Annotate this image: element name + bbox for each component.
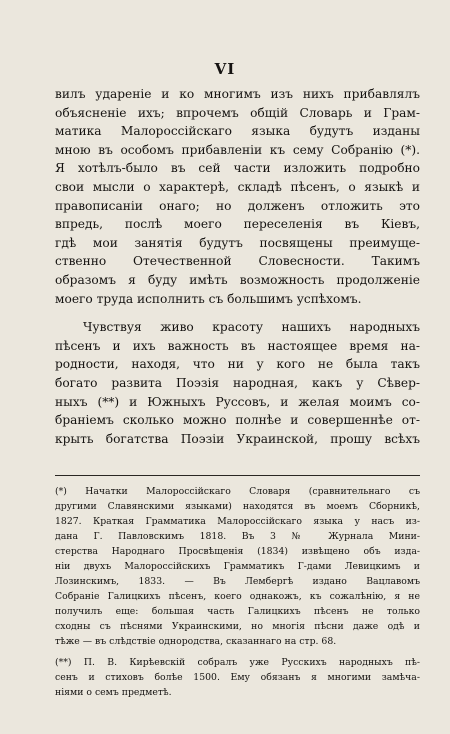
text-line: Я хотѣлъ-было въ сей части изложить подробно <box>55 161 420 176</box>
text-line: объясненіе ихъ; впрочемъ общій Словарь и Грам- <box>55 105 420 120</box>
text-line: гдѣ мои занятія будутъ посвящены преимуще- <box>55 235 420 250</box>
text-line: правописаніи онаго; но долженъ отложить это <box>55 198 420 213</box>
text-line: ныхъ (**) и Южныхъ Руссовъ, и желая моимъ со- <box>55 394 420 409</box>
text-line: моего труда исполнить съ большимъ успѣхомъ. <box>55 291 362 306</box>
text-line: ственно Отечественной Словесности. Такимъ <box>55 254 420 269</box>
footnote-divider <box>55 475 420 476</box>
text-line: мною въ особомъ прибавленіи къ сему Собранію (*). <box>55 142 420 157</box>
footnote-line: сходны съ пѣснями Украинскими, но многія пѣсни даже одѣ и <box>55 621 420 632</box>
footnote-line: стерства Народнаго Просвѣщенія (1834) извѣщено объ изда- <box>55 546 420 557</box>
footnote-line: тѣже — въ слѣдствіе однородства, сказаннаго на стр. 68. <box>55 636 337 647</box>
text-line: пѣсенъ и ихъ важность въ настоящее время на- <box>55 338 420 353</box>
text-line: браніемъ сколько можно полнѣе и совершеннѣе от- <box>55 413 420 428</box>
footnote-line: другими Славянскими языками) находятся въ моемъ Сборникѣ, <box>55 501 420 512</box>
page-number: VI <box>214 60 236 78</box>
footnote-line: дана Г. Павловскимъ 1818. Въ 3 № Журнала Мини- <box>55 531 420 542</box>
footnote-line: сенъ и стиховъ болѣе 1500. Ему обязанъ я многими замѣча- <box>55 672 420 683</box>
text-line: вилъ удареніе и ко многимъ изъ нихъ прибавлялъ <box>55 87 420 101</box>
text-line: богато развита Поэзія народная, какъ у Сѣвер- <box>55 375 420 390</box>
text-line: образомъ я буду имѣть возможность продолженіе <box>55 272 420 287</box>
text-line: крыть богатства Поэзіи Украинской, прошу всѣхъ <box>55 431 420 446</box>
footnote-line: ніями о семъ предметѣ. <box>55 687 172 698</box>
footnote-line: (**) П. В. Кирѣевскій собралъ уже Русскихъ народныхъ пѣ- <box>55 657 420 668</box>
main-text <box>55 85 420 448</box>
footnote-line: Лозинскимъ, 1833. — Въ Лембергѣ издано Вацлавомъ <box>55 576 420 587</box>
footnotes <box>55 484 420 700</box>
text-line: впредь, послѣ моего переселенія въ Кіевъ, <box>55 217 420 232</box>
footnote-line: 1827. Краткая Грамматика Малороссійскаго языка у насъ из- <box>55 516 420 527</box>
text-line: свои мысли о характерѣ, складѣ пѣсенъ, о языкѣ и <box>55 179 420 194</box>
footnote-line: Собраніе Галицкихъ пѣсенъ, коего однакожъ, къ сожалѣнію, я не <box>55 591 420 602</box>
text-line: Чувствуя живо красоту нашихъ народныхъ <box>83 320 420 335</box>
text-line: родности, находя, что ни у кого не была такъ <box>55 357 420 372</box>
footnote-line: получилъ еще: большая часть Галицкихъ пѣсенъ не только <box>55 606 420 617</box>
text-line: матика Малороссійскаго языка будутъ изданы <box>55 124 420 139</box>
footnote-line: (*) Начатки Малороссійскаго Словаря (сравнительнаго съ <box>55 486 420 497</box>
footnote-line: ніи двухъ Малороссійскихъ Грамматикъ Г-дами Левицкимъ и <box>55 561 420 572</box>
